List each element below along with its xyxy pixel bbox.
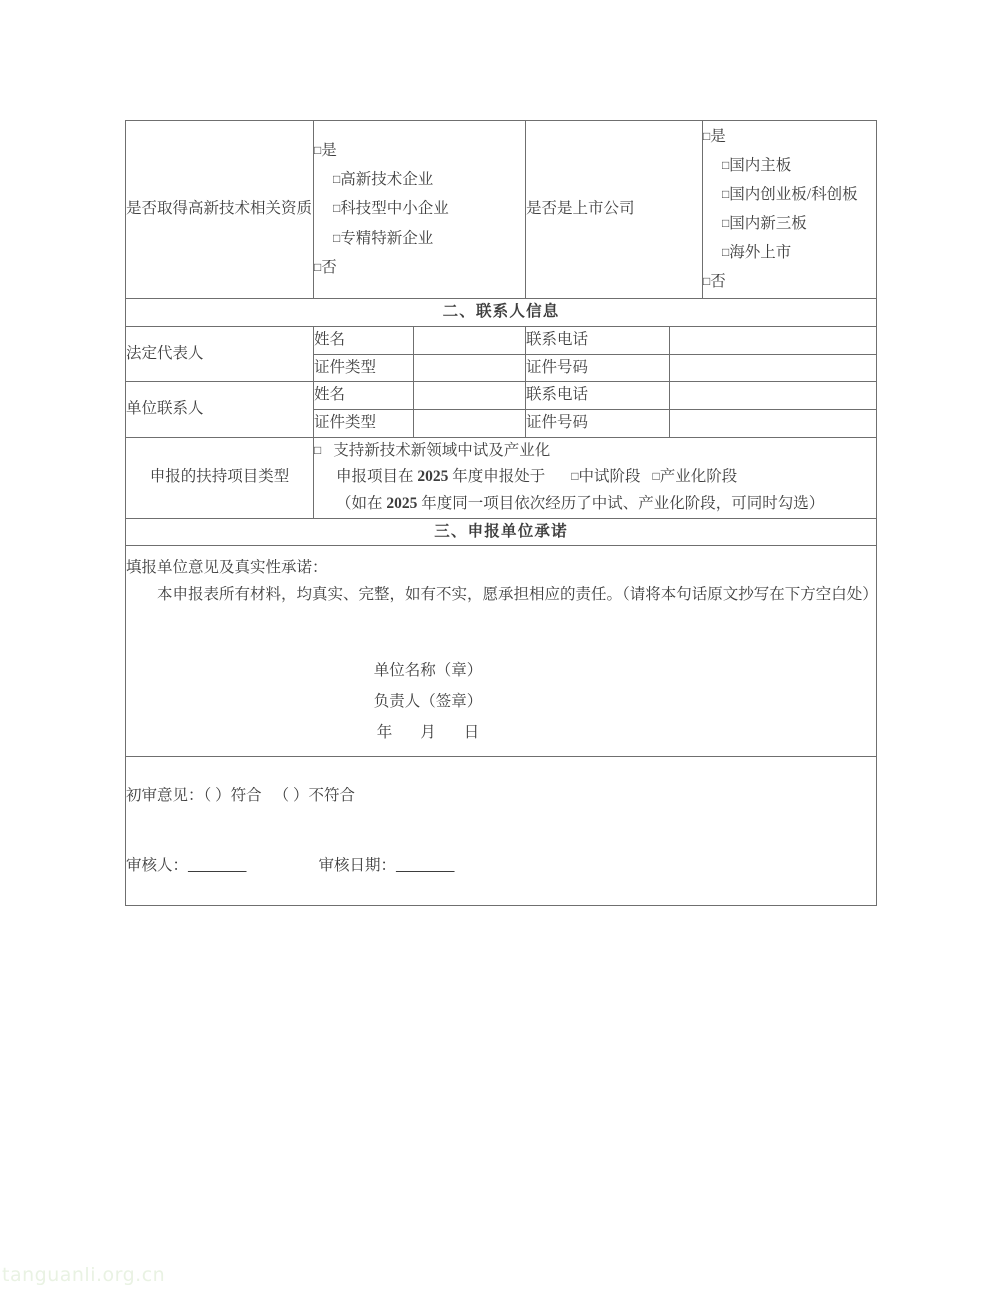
option-label: 国内新三板: [729, 214, 807, 232]
checkbox-icon[interactable]: □: [722, 215, 730, 230]
commitment-text: 本申报表所有材料，均真实、完整，如有不实，愿承担相应的责任。（请将本句话原文抄写在下方空白处）: [157, 585, 878, 603]
qualification-options: [314, 121, 526, 299]
table-row-commitment: [126, 546, 877, 757]
audit-signature-line: [126, 853, 876, 880]
option-item[interactable]: [314, 196, 525, 223]
option-item[interactable]: [314, 226, 525, 253]
table-row-section-two-header: [126, 299, 877, 327]
legal-rep-phone-input[interactable]: [670, 327, 877, 355]
unit-contact-phone-label: 联系电话: [526, 382, 670, 410]
legal-rep-label: 法定代表人: [126, 327, 314, 382]
table-row-legal-rep-1: [126, 327, 877, 355]
listed-company-label: 是否是上市公司: [526, 121, 703, 299]
table-row-unit-contact-1: [126, 382, 877, 410]
signature-person: 负责人（签章）: [373, 692, 483, 710]
option-item[interactable]: [703, 211, 876, 238]
unit-contact-idtype-label: 证件类型: [314, 410, 414, 438]
section-three-title: 三、申报单位承诺: [126, 518, 877, 546]
unit-contact-idnumber-label: 证件号码: [526, 410, 670, 438]
unit-contact-label: 单位联系人: [126, 382, 314, 437]
option-label: 否: [321, 258, 337, 276]
signature-unit-name: 单位名称（章）: [373, 661, 483, 679]
unit-contact-name-label: 姓名: [314, 382, 414, 410]
audit-opinion-line: [126, 783, 876, 810]
table-row-qualification: [126, 121, 877, 299]
checkbox-icon[interactable]: □: [703, 128, 711, 143]
note-year: 2025: [386, 495, 418, 513]
option-label: 科技型中小企业: [340, 200, 449, 218]
qualification-label: 是否取得高新技术相关资质: [126, 121, 314, 299]
commitment-heading: 填报单位意见及真实性承诺：: [126, 559, 328, 577]
unit-contact-idnumber-input[interactable]: [670, 410, 877, 438]
checkbox-icon[interactable]: □: [652, 469, 660, 484]
option-item[interactable]: [703, 240, 876, 267]
legal-rep-idtype-label: 证件类型: [314, 354, 414, 382]
checkbox-icon[interactable]: □: [333, 172, 341, 187]
signature-block: [126, 655, 876, 748]
audit-opinion-option-fail[interactable]: （ ）不符合: [273, 786, 356, 804]
checkbox-icon[interactable]: □: [703, 274, 711, 289]
application-form-table: [125, 120, 877, 906]
section-two-title: 二、联系人信息: [126, 299, 877, 327]
option-label: 是: [321, 142, 337, 160]
checkbox-icon[interactable]: □: [722, 157, 730, 172]
option-item[interactable]: [703, 153, 876, 180]
option-item[interactable]: [314, 138, 525, 165]
legal-rep-idnumber-label: 证件号码: [526, 354, 670, 382]
legal-rep-name-label: 姓名: [314, 327, 414, 355]
auditor-label: 审核人：: [126, 857, 189, 875]
checkbox-icon[interactable]: □: [333, 230, 341, 245]
signature-date: [126, 717, 730, 748]
unit-contact-phone-input[interactable]: [670, 382, 877, 410]
stage-mid: 年度申报处于: [448, 468, 546, 486]
option-item[interactable]: [314, 255, 525, 282]
unit-contact-name-input[interactable]: [414, 382, 526, 410]
audit-opinion-label: 初审意见：: [126, 786, 204, 804]
table-row-audit: [126, 757, 877, 906]
option-label: 国内创业板/科创板: [729, 185, 858, 203]
unit-contact-idtype-input[interactable]: [414, 410, 526, 438]
note-prefix: （如在: [336, 495, 387, 513]
project-type-label: 申报的扶持项目类型: [126, 437, 314, 518]
auditor-input[interactable]: ______: [188, 857, 247, 875]
commitment-body: [126, 546, 877, 757]
audit-date-label: 审核日期：: [318, 857, 397, 875]
project-type-note: [314, 491, 876, 518]
legal-rep-name-input[interactable]: [414, 327, 526, 355]
listed-company-options: [703, 121, 877, 299]
option-label: 是: [710, 127, 726, 145]
option-label: 国内主板: [729, 156, 792, 174]
legal-rep-idnumber-input[interactable]: [670, 354, 877, 382]
project-type-option-main[interactable]: [314, 438, 876, 465]
checkbox-icon[interactable]: □: [314, 143, 322, 158]
checkbox-icon[interactable]: □: [722, 186, 730, 201]
legal-rep-phone-label: 联系电话: [526, 327, 670, 355]
option-item[interactable]: [703, 182, 876, 209]
audit-body: [126, 757, 877, 906]
table-row-section-three-header: [126, 518, 877, 546]
project-type-option-label: 支持新技术新领域中试及产业化: [333, 441, 551, 459]
option-label: 否: [710, 273, 726, 291]
stage-prefix: 申报项目在: [336, 468, 418, 486]
project-type-body: [314, 437, 877, 518]
date-year: 年: [376, 723, 393, 741]
note-suffix: 年度同一项目依次经历了中试、产业化阶段，可同时勾选）: [417, 495, 825, 513]
option-label: 专精特新企业: [340, 229, 434, 247]
table-row-project-type: [126, 437, 877, 518]
option-item[interactable]: [703, 124, 876, 151]
date-day: 日: [463, 723, 480, 741]
site-watermark: tanguanli.org.cn: [2, 1264, 166, 1286]
option-label: 海外上市: [729, 244, 792, 262]
legal-rep-idtype-input[interactable]: [414, 354, 526, 382]
checkbox-icon[interactable]: □: [571, 469, 579, 484]
checkbox-icon[interactable]: □: [333, 201, 341, 216]
date-month: 月: [420, 723, 436, 741]
project-type-stage-line: [314, 464, 876, 491]
option-item[interactable]: [314, 167, 525, 194]
checkbox-icon[interactable]: □: [314, 442, 322, 457]
checkbox-icon[interactable]: □: [314, 259, 322, 274]
audit-date-input[interactable]: ______: [396, 857, 455, 875]
stage-option-2: 产业化阶段: [659, 468, 738, 486]
stage-year: 2025: [417, 468, 449, 486]
checkbox-icon[interactable]: □: [722, 245, 730, 260]
audit-opinion-option-pass[interactable]: （ ）符合: [203, 786, 262, 804]
stage-option-1: 中试阶段: [578, 468, 641, 486]
option-label: 高新技术企业: [340, 171, 434, 189]
option-item[interactable]: [703, 269, 876, 296]
